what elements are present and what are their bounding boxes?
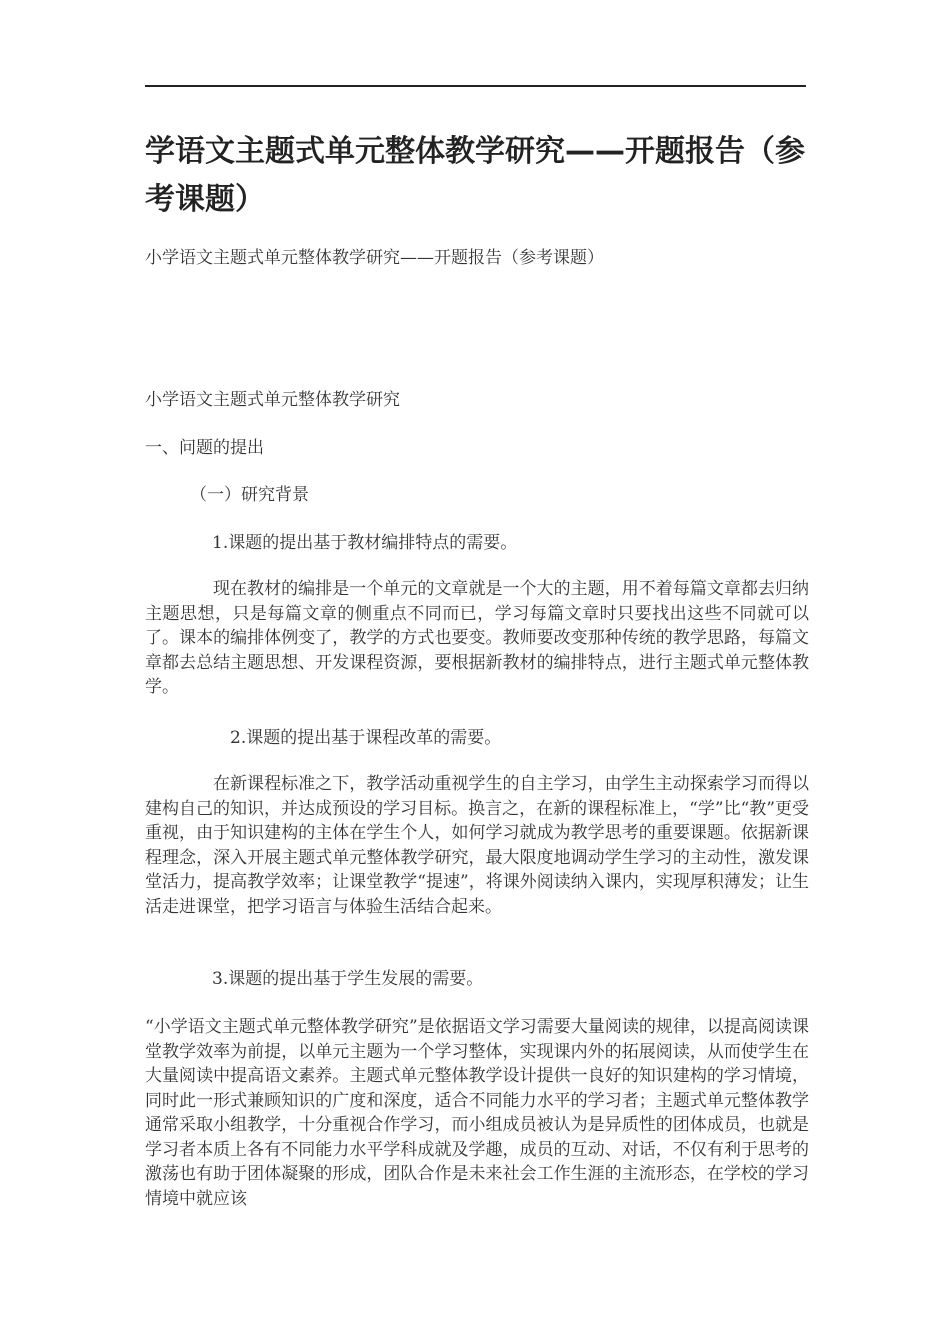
- list-item-3: 3.课题的提出基于学生发展的需要。: [212, 969, 484, 989]
- list-item-2: 2.课题的提出基于课程改革的需要。: [230, 728, 502, 748]
- list-item-1: 1.课题的提出基于教材编排特点的需要。: [212, 533, 518, 553]
- top-rule: [145, 85, 806, 87]
- body-heading: 小学语文主题式单元整体教学研究: [145, 390, 400, 410]
- paragraph-2: 在新课程标准之下，教学活动重视学生的自主学习，由学生主动探索学习而得以建构自己的知识，并达成预设的学习目标。换言之，在新的课程标准上，“学”比“教”更受重视，由于知识建构的主体在学生个人，如何学习就成为教学思考的重要课题。依据新课程理念，深入开展主题式单元整体教学研究，最大限度地调动学生学习的主动性，激发课堂活力，提高教学效率；让课堂教学“提速”，将课外阅读纳入课内，实现厚积薄发；让生活走进课堂，把学习语言与体验生活结合起来。: [145, 774, 809, 917]
- document-title: 学语文主题式单元整体教学研究——开题报告（参考课题）: [145, 134, 805, 217]
- section-heading-1: 一、问题的提出: [145, 438, 264, 458]
- document-subtitle: 小学语文主题式单元整体教学研究——开题报告（参考课题）: [145, 248, 604, 268]
- paragraph-1: 现在教材的编排是一个单元的文章就是一个大的主题，用不着每篇文章都去归纳主题思想，只是每篇文章的侧重点不同而已，学习每篇文章时只要找出这些不同就可以了。课本的编排体例变了，教学的方式也要变。教师要改变那种传统的教学思路，每篇文章都去总结主题思想、开发课程资源，要根据新教材的编排特点，进行主题式单元整体教学。: [145, 579, 809, 697]
- paragraph-3: “小学语文主题式单元整体教学研究”是依据语文学习需要大量阅读的规律，以提高阅读课堂教学效率为前提，以单元主题为一个学习整体，实现课内外的拓展阅读，从而使学生在大量阅读中提高语文素养。主题式单元整体教学设计提供一良好的知识建构的学习情境，同时此一形式兼顾知识的广度和深度，适合不同能力水平的学习者；主题式单元整体教学通常采取小组教学，十分重视合作学习，而小组成员被认为是异质性的团体成员，也就是学习者本质上各有不同能力水平学科成就及学趣，成员的互动、对话，不仅有利于思考的激荡也有助于团体凝聚的形成，团队合作是未来社会工作生涯的主流形态，在学校的学习情境中就应该: [145, 1017, 809, 1209]
- subsection-heading-1: （一）研究背景: [190, 485, 309, 505]
